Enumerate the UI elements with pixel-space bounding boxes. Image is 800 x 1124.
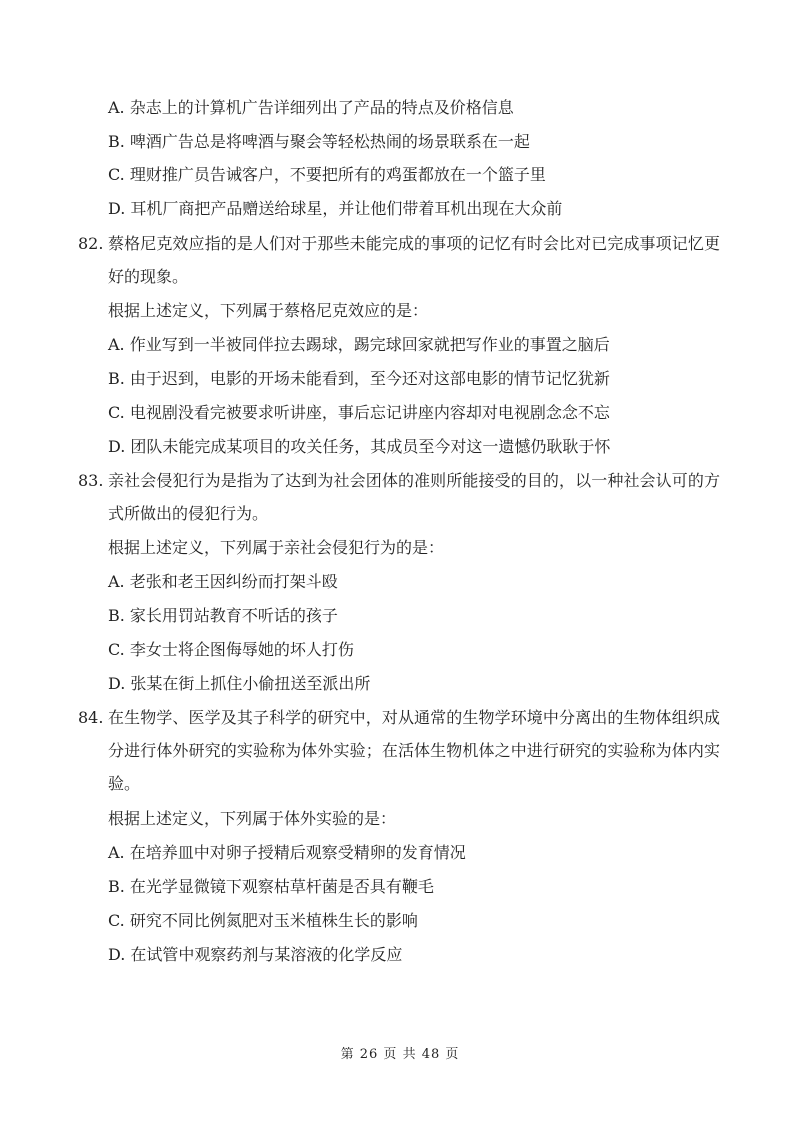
q82-number: 82. bbox=[78, 234, 104, 253]
q84-option-b: B. 在光学显微镜下观察枯草杆菌是否具有鞭毛 bbox=[108, 877, 434, 896]
q84-option-c: C. 研究不同比例氮肥对玉米植株生长的影响 bbox=[108, 911, 418, 930]
q81-option-c: C. 理财推广员告诫客户，不要把所有的鸡蛋都放在一个篮子里 bbox=[108, 165, 546, 184]
q83-number: 83. bbox=[78, 471, 104, 490]
q84-number: 84. bbox=[78, 708, 104, 727]
q83-stem: 亲社会侵犯行为是指为了达到为社会团体的准则所能接受的目的，以一种社会认可的方式所做出的侵犯行为。 bbox=[108, 471, 720, 523]
q82-option-d: D. 团队未能完成某项目的攻关任务，其成员至今对这一遗憾仍耿耿于怀 bbox=[108, 437, 611, 456]
q82-option-c: C. 电视剧没看完被要求听讲座，事后忘记讲座内容却对电视剧念念不忘 bbox=[108, 403, 610, 422]
q81-option-b: B. 啤酒广告总是将啤酒与聚会等轻松热闹的场景联系在一起 bbox=[108, 132, 530, 151]
q83-option-d: D. 张某在街上抓住小偷扭送至派出所 bbox=[108, 674, 371, 693]
q81-option-a: A. 杂志上的计算机广告详细列出了产品的特点及价格信息 bbox=[108, 98, 514, 117]
q83-option-c: C. 李女士将企图侮辱她的坏人打伤 bbox=[108, 640, 354, 659]
q82-stem: 蔡格尼克效应指的是人们对于那些未能完成的事项的记忆有时会比对已完成事项记忆更好的现象。 bbox=[108, 234, 720, 286]
q81-option-d: D. 耳机厂商把产品赠送给球星，并让他们带着耳机出现在大众前 bbox=[108, 199, 563, 218]
q82-option-a: A. 作业写到一半被同伴拉去踢球，踢完球回家就把写作业的事置之脑后 bbox=[108, 335, 610, 354]
q84-lead: 根据上述定义，下列属于体外实验的是： bbox=[108, 809, 397, 828]
q83-lead: 根据上述定义，下列属于亲社会侵犯行为的是： bbox=[108, 538, 445, 557]
q82-lead: 根据上述定义，下列属于蔡格尼克效应的是： bbox=[108, 301, 429, 320]
q84-option-a: A. 在培养皿中对卵子授精后观察受精卵的发育情况 bbox=[108, 843, 466, 862]
q82-option-b: B. 由于迟到，电影的开场未能看到，至今还对这部电影的情节记忆犹新 bbox=[108, 369, 610, 388]
q84-option-d: D. 在试管中观察药剂与某溶液的化学反应 bbox=[108, 945, 403, 964]
q83-option-a: A. 老张和老王因纠纷而打架斗殴 bbox=[108, 572, 338, 591]
q84-stem: 在生物学、医学及其子科学的研究中，对从通常的生物学环境中分离出的生物体组织成分进行体外研究的实验称为体外实验；在活体生物机体之中进行研究的实验称为体内实验。 bbox=[108, 708, 720, 793]
page-footer: 第 26 页 共 48 页 bbox=[340, 1047, 460, 1062]
q83-option-b: B. 家长用罚站教育不听话的孩子 bbox=[108, 606, 338, 625]
